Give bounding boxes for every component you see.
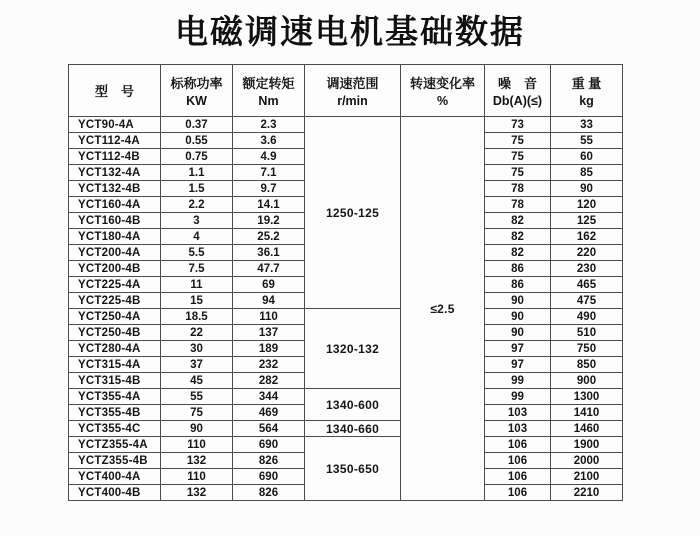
header-model-label: 型 号 (94, 84, 134, 99)
model-cell: YCT250-4A (69, 309, 161, 325)
rated-power-cell: 2.2 (161, 197, 233, 213)
weight-cell: 60 (551, 149, 623, 165)
weight-cell: 162 (551, 229, 623, 245)
model-cell: YCT132-4B (69, 181, 161, 197)
noise-cell: 103 (485, 405, 551, 421)
rated-torque-cell: 690 (233, 469, 305, 485)
rated-torque-cell: 110 (233, 309, 305, 325)
speed-change-rate-cell: ≤2.5 (401, 117, 485, 501)
rated-power-cell: 0.75 (161, 149, 233, 165)
weight-cell: 510 (551, 325, 623, 341)
noise-cell: 78 (485, 197, 551, 213)
weight-cell: 465 (551, 277, 623, 293)
noise-cell: 75 (485, 149, 551, 165)
rated-power-cell: 0.37 (161, 117, 233, 133)
header-model (69, 65, 161, 117)
header-noise (485, 65, 551, 117)
rated-torque-cell: 189 (233, 341, 305, 357)
speed-range-cell: 1250-125 (305, 117, 401, 309)
model-cell: YCT112-4B (69, 149, 161, 165)
header-rated-torque-label: 额定转矩 (242, 76, 295, 91)
header-speed-range (305, 65, 401, 117)
weight-cell: 33 (551, 117, 623, 133)
weight-cell: 490 (551, 309, 623, 325)
model-cell: YCT355-4A (69, 389, 161, 405)
model-cell: YCT200-4A (69, 245, 161, 261)
rated-power-cell: 37 (161, 357, 233, 373)
noise-cell: 97 (485, 357, 551, 373)
weight-cell: 2000 (551, 453, 623, 469)
model-cell: YCT315-4B (69, 373, 161, 389)
weight-cell: 850 (551, 357, 623, 373)
model-cell: YCT112-4A (69, 133, 161, 149)
rated-power-cell: 5.5 (161, 245, 233, 261)
weight-cell: 55 (551, 133, 623, 149)
page-title: 电磁调速电机基础数据 (175, 13, 525, 50)
rated-power-cell: 15 (161, 293, 233, 309)
model-cell: YCTZ355-4A (69, 437, 161, 453)
weight-cell: 120 (551, 197, 623, 213)
noise-cell: 86 (485, 277, 551, 293)
rated-torque-cell: 14.1 (233, 197, 305, 213)
speed-range-cell: 1340-660 (305, 421, 401, 437)
header-speed-range-label: 调速范围 (326, 76, 379, 91)
rated-power-cell: 11 (161, 277, 233, 293)
rated-torque-cell: 2.3 (233, 117, 305, 133)
model-cell: YCT90-4A (69, 117, 161, 133)
rated-torque-cell: 69 (233, 277, 305, 293)
noise-cell: 99 (485, 373, 551, 389)
model-cell: YCT180-4A (69, 229, 161, 245)
model-cell: YCT225-4B (69, 293, 161, 309)
header-rated-torque (233, 65, 305, 117)
rated-power-cell: 132 (161, 485, 233, 501)
model-cell: YCT225-4A (69, 277, 161, 293)
noise-cell: 106 (485, 485, 551, 501)
noise-cell: 106 (485, 469, 551, 485)
rated-power-cell: 3 (161, 213, 233, 229)
rated-torque-cell: 137 (233, 325, 305, 341)
weight-cell: 2100 (551, 469, 623, 485)
weight-cell: 1300 (551, 389, 623, 405)
rated-power-cell: 110 (161, 469, 233, 485)
rated-torque-cell: 94 (233, 293, 305, 309)
rated-power-cell: 110 (161, 437, 233, 453)
table-row (69, 117, 623, 133)
header-row (69, 65, 623, 117)
rated-torque-cell: 4.9 (233, 149, 305, 165)
speed-range-cell: 1320-132 (305, 309, 401, 389)
rated-power-cell: 4 (161, 229, 233, 245)
noise-cell: 106 (485, 453, 551, 469)
model-cell: YCT160-4B (69, 213, 161, 229)
weight-cell: 230 (551, 261, 623, 277)
rated-torque-cell: 344 (233, 389, 305, 405)
table-row (69, 309, 623, 325)
noise-cell: 78 (485, 181, 551, 197)
model-cell: YCT355-4C (69, 421, 161, 437)
header-rated-power (161, 65, 233, 117)
header-speed-range-unit: r/min (337, 94, 368, 108)
table-header (69, 65, 623, 117)
rated-power-cell: 75 (161, 405, 233, 421)
noise-cell: 97 (485, 341, 551, 357)
rated-torque-cell: 469 (233, 405, 305, 421)
weight-cell: 90 (551, 181, 623, 197)
table-row (69, 437, 623, 453)
motor-data-table (68, 64, 623, 501)
model-cell: YCT132-4A (69, 165, 161, 181)
weight-cell: 475 (551, 293, 623, 309)
model-cell: YCT400-4B (69, 485, 161, 501)
header-rated-power-unit: KW (186, 94, 207, 108)
header-speed-change-rate-label: 转速变化率 (409, 76, 475, 91)
model-cell: YCT400-4A (69, 469, 161, 485)
rated-power-cell: 90 (161, 421, 233, 437)
noise-cell: 106 (485, 437, 551, 453)
header-speed-change-rate (401, 65, 485, 117)
header-weight (551, 65, 623, 117)
rated-torque-cell: 690 (233, 437, 305, 453)
rated-torque-cell: 25.2 (233, 229, 305, 245)
noise-cell: 82 (485, 245, 551, 261)
noise-cell: 75 (485, 165, 551, 181)
rated-power-cell: 7.5 (161, 261, 233, 277)
rated-torque-cell: 19.2 (233, 213, 305, 229)
rated-torque-cell: 826 (233, 485, 305, 501)
rated-power-cell: 0.55 (161, 133, 233, 149)
rated-power-cell: 18.5 (161, 309, 233, 325)
noise-cell: 90 (485, 293, 551, 309)
noise-cell: 75 (485, 133, 551, 149)
model-cell: YCT355-4B (69, 405, 161, 421)
weight-cell: 2210 (551, 485, 623, 501)
rated-power-cell: 22 (161, 325, 233, 341)
model-cell: YCT315-4A (69, 357, 161, 373)
weight-cell: 1900 (551, 437, 623, 453)
weight-cell: 125 (551, 213, 623, 229)
weight-cell: 1460 (551, 421, 623, 437)
rated-power-cell: 1.5 (161, 181, 233, 197)
table-row (69, 421, 623, 437)
rated-torque-cell: 36.1 (233, 245, 305, 261)
header-speed-change-rate-unit: % (436, 94, 449, 108)
weight-cell: 85 (551, 165, 623, 181)
header-weight-label: 重 量 (571, 76, 602, 91)
header-noise-label: 噪 音 (497, 76, 537, 91)
model-cell: YCT200-4B (69, 261, 161, 277)
header-rated-power-label: 标称功率 (170, 76, 223, 91)
weight-cell: 220 (551, 245, 623, 261)
weight-cell: 750 (551, 341, 623, 357)
page (0, 11, 700, 536)
rated-torque-cell: 564 (233, 421, 305, 437)
noise-cell: 86 (485, 261, 551, 277)
noise-cell: 99 (485, 389, 551, 405)
rated-torque-cell: 7.1 (233, 165, 305, 181)
noise-cell: 82 (485, 229, 551, 245)
noise-cell: 90 (485, 309, 551, 325)
table-row (69, 389, 623, 405)
weight-cell: 1410 (551, 405, 623, 421)
rated-torque-cell: 826 (233, 453, 305, 469)
noise-cell: 90 (485, 325, 551, 341)
rated-torque-cell: 282 (233, 373, 305, 389)
rated-torque-cell: 47.7 (233, 261, 305, 277)
model-cell: YCT160-4A (69, 197, 161, 213)
rated-power-cell: 1.1 (161, 165, 233, 181)
speed-range-cell: 1350-650 (305, 437, 401, 501)
rated-power-cell: 55 (161, 389, 233, 405)
noise-cell: 73 (485, 117, 551, 133)
rated-power-cell: 30 (161, 341, 233, 357)
model-cell: YCT250-4B (69, 325, 161, 341)
noise-cell: 103 (485, 421, 551, 437)
rated-power-cell: 132 (161, 453, 233, 469)
table-body (69, 117, 623, 501)
rated-torque-cell: 232 (233, 357, 305, 373)
header-noise-unit: Db(A)(≤) (492, 94, 543, 108)
rated-power-cell: 45 (161, 373, 233, 389)
noise-cell: 82 (485, 213, 551, 229)
header-weight-unit: kg (579, 94, 594, 108)
rated-torque-cell: 9.7 (233, 181, 305, 197)
model-cell: YCTZ355-4B (69, 453, 161, 469)
rated-torque-cell: 3.6 (233, 133, 305, 149)
header-rated-torque-unit: Nm (258, 94, 279, 108)
speed-range-cell: 1340-600 (305, 389, 401, 421)
model-cell: YCT280-4A (69, 341, 161, 357)
weight-cell: 900 (551, 373, 623, 389)
